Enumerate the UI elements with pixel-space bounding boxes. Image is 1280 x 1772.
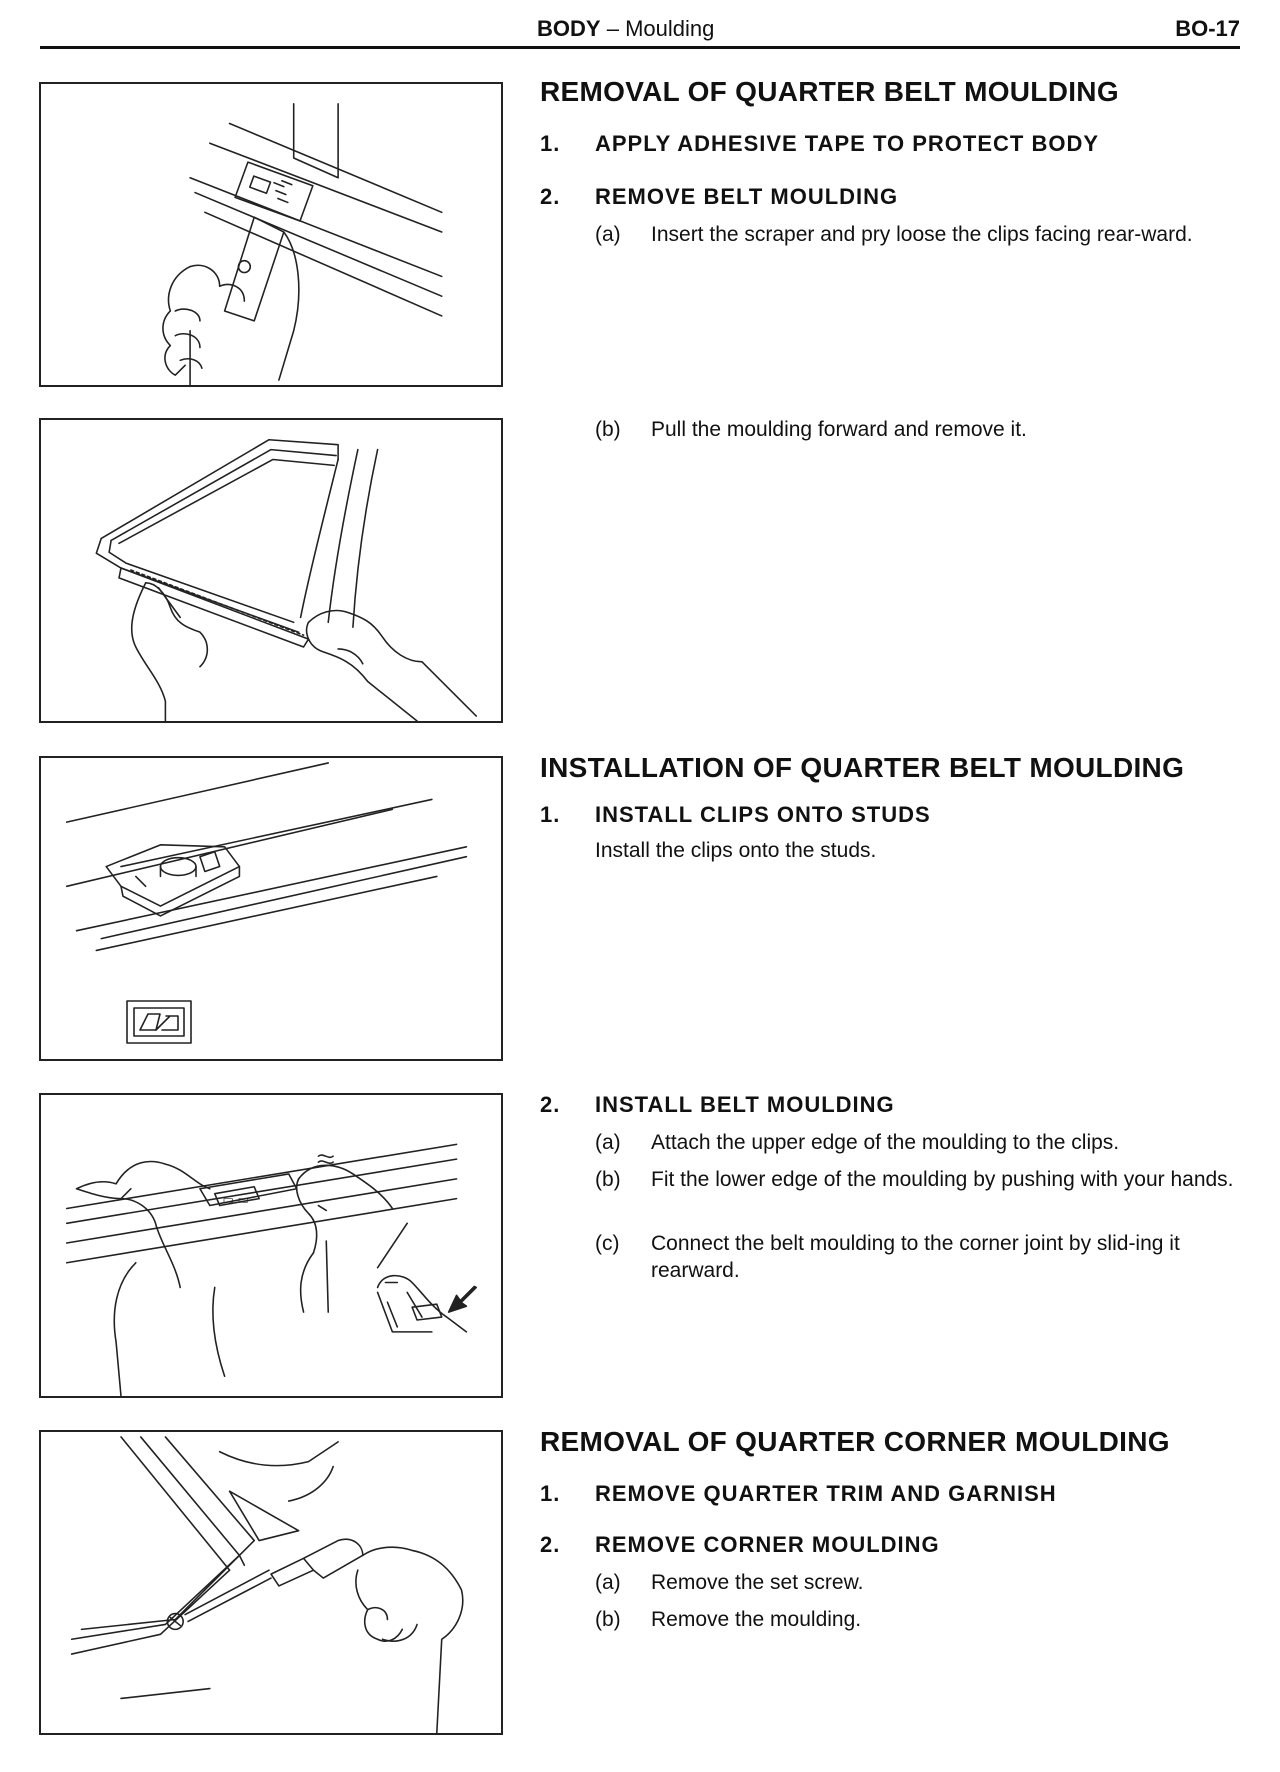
removal-corner-step-1: [540, 1481, 1057, 1507]
sub-label: (a): [595, 1131, 621, 1154]
screwdriver-set-screw-illustration: [39, 1430, 503, 1735]
installation-belt-step-1: [540, 802, 931, 828]
sub-text: Pull the moulding forward and remove it.: [651, 418, 1027, 441]
step-text: APPLY ADHESIVE TAPE TO PROTECT BODY: [595, 131, 1100, 156]
sub-label: (b): [595, 1608, 621, 1631]
step-number: 1.: [540, 802, 561, 827]
sub-text: Remove the set screw.: [651, 1571, 864, 1594]
sub-label: (c): [595, 1232, 620, 1255]
sub-label: (b): [595, 1168, 621, 1191]
step-text: REMOVE BELT MOULDING: [595, 184, 899, 209]
text-column: [540, 0, 1240, 1772]
step-text: INSTALL CLIPS ONTO STUDS: [595, 802, 931, 827]
sub-text: Insert the scraper and pry loose the clips facing rear-ward.: [651, 223, 1193, 246]
removal-corner-step-2: [540, 1532, 940, 1558]
installation-belt-step-2: [540, 1092, 895, 1118]
header-separator: –: [606, 16, 619, 41]
step-text: REMOVE CORNER MOULDING: [595, 1532, 940, 1557]
step-number: 2.: [540, 1532, 561, 1557]
hands-pushing-moulding-illustration: [39, 1093, 503, 1398]
installation-belt-step-1-text: Install the clips onto the studs.: [595, 839, 877, 862]
section-title-installation-belt: INSTALLATION OF QUARTER BELT MOULDING: [540, 752, 1185, 783]
step-text: INSTALL BELT MOULDING: [595, 1092, 895, 1117]
header-subsection: Moulding: [625, 16, 715, 41]
section-title-removal-corner: REMOVAL OF QUARTER CORNER MOULDING: [540, 1426, 1170, 1457]
removal-belt-step-1: [540, 131, 1099, 157]
removal-belt-sub-a: [595, 221, 1235, 248]
step-number: 1.: [540, 131, 561, 156]
step-text: REMOVE QUARTER TRIM AND GARNISH: [595, 1481, 1057, 1506]
sub-text: Attach the upper edge of the moulding to the clips.: [651, 1131, 1120, 1154]
page-number: BO-17: [1175, 16, 1240, 41]
step-number: 2.: [540, 184, 561, 209]
sub-label: (a): [595, 1571, 621, 1594]
installation-belt-sub-a: [595, 1129, 1235, 1156]
clip-inset-icon: [126, 1000, 192, 1044]
sub-text: Fit the lower edge of the moulding by pushing with your hands.: [651, 1168, 1234, 1191]
clip-on-stud-illustration: [39, 756, 503, 1061]
removal-corner-sub-b: [595, 1606, 1235, 1633]
sub-label: (b): [595, 418, 621, 441]
removal-belt-step-2: [540, 184, 898, 210]
scraper-prying-clip-illustration: [39, 82, 503, 387]
sub-text: Remove the moulding.: [651, 1608, 862, 1631]
step-number: 2.: [540, 1092, 561, 1117]
hands-pulling-moulding-illustration: [39, 418, 503, 723]
sub-label: (a): [595, 223, 621, 246]
removal-corner-sub-a: [595, 1569, 1235, 1596]
step-number: 1.: [540, 1481, 561, 1506]
removal-belt-sub-b: [595, 416, 1235, 443]
sub-text: Connect the belt moulding to the corner joint by slid-ing it rearward.: [651, 1232, 1180, 1282]
section-title-removal-belt: REMOVAL OF QUARTER BELT MOULDING: [540, 76, 1119, 107]
svg-text:▭ ▭: ▭ ▭: [222, 1192, 249, 1207]
installation-belt-sub-b: [595, 1166, 1235, 1193]
header-section: BODY: [537, 16, 601, 41]
installation-belt-sub-c: [595, 1230, 1235, 1284]
